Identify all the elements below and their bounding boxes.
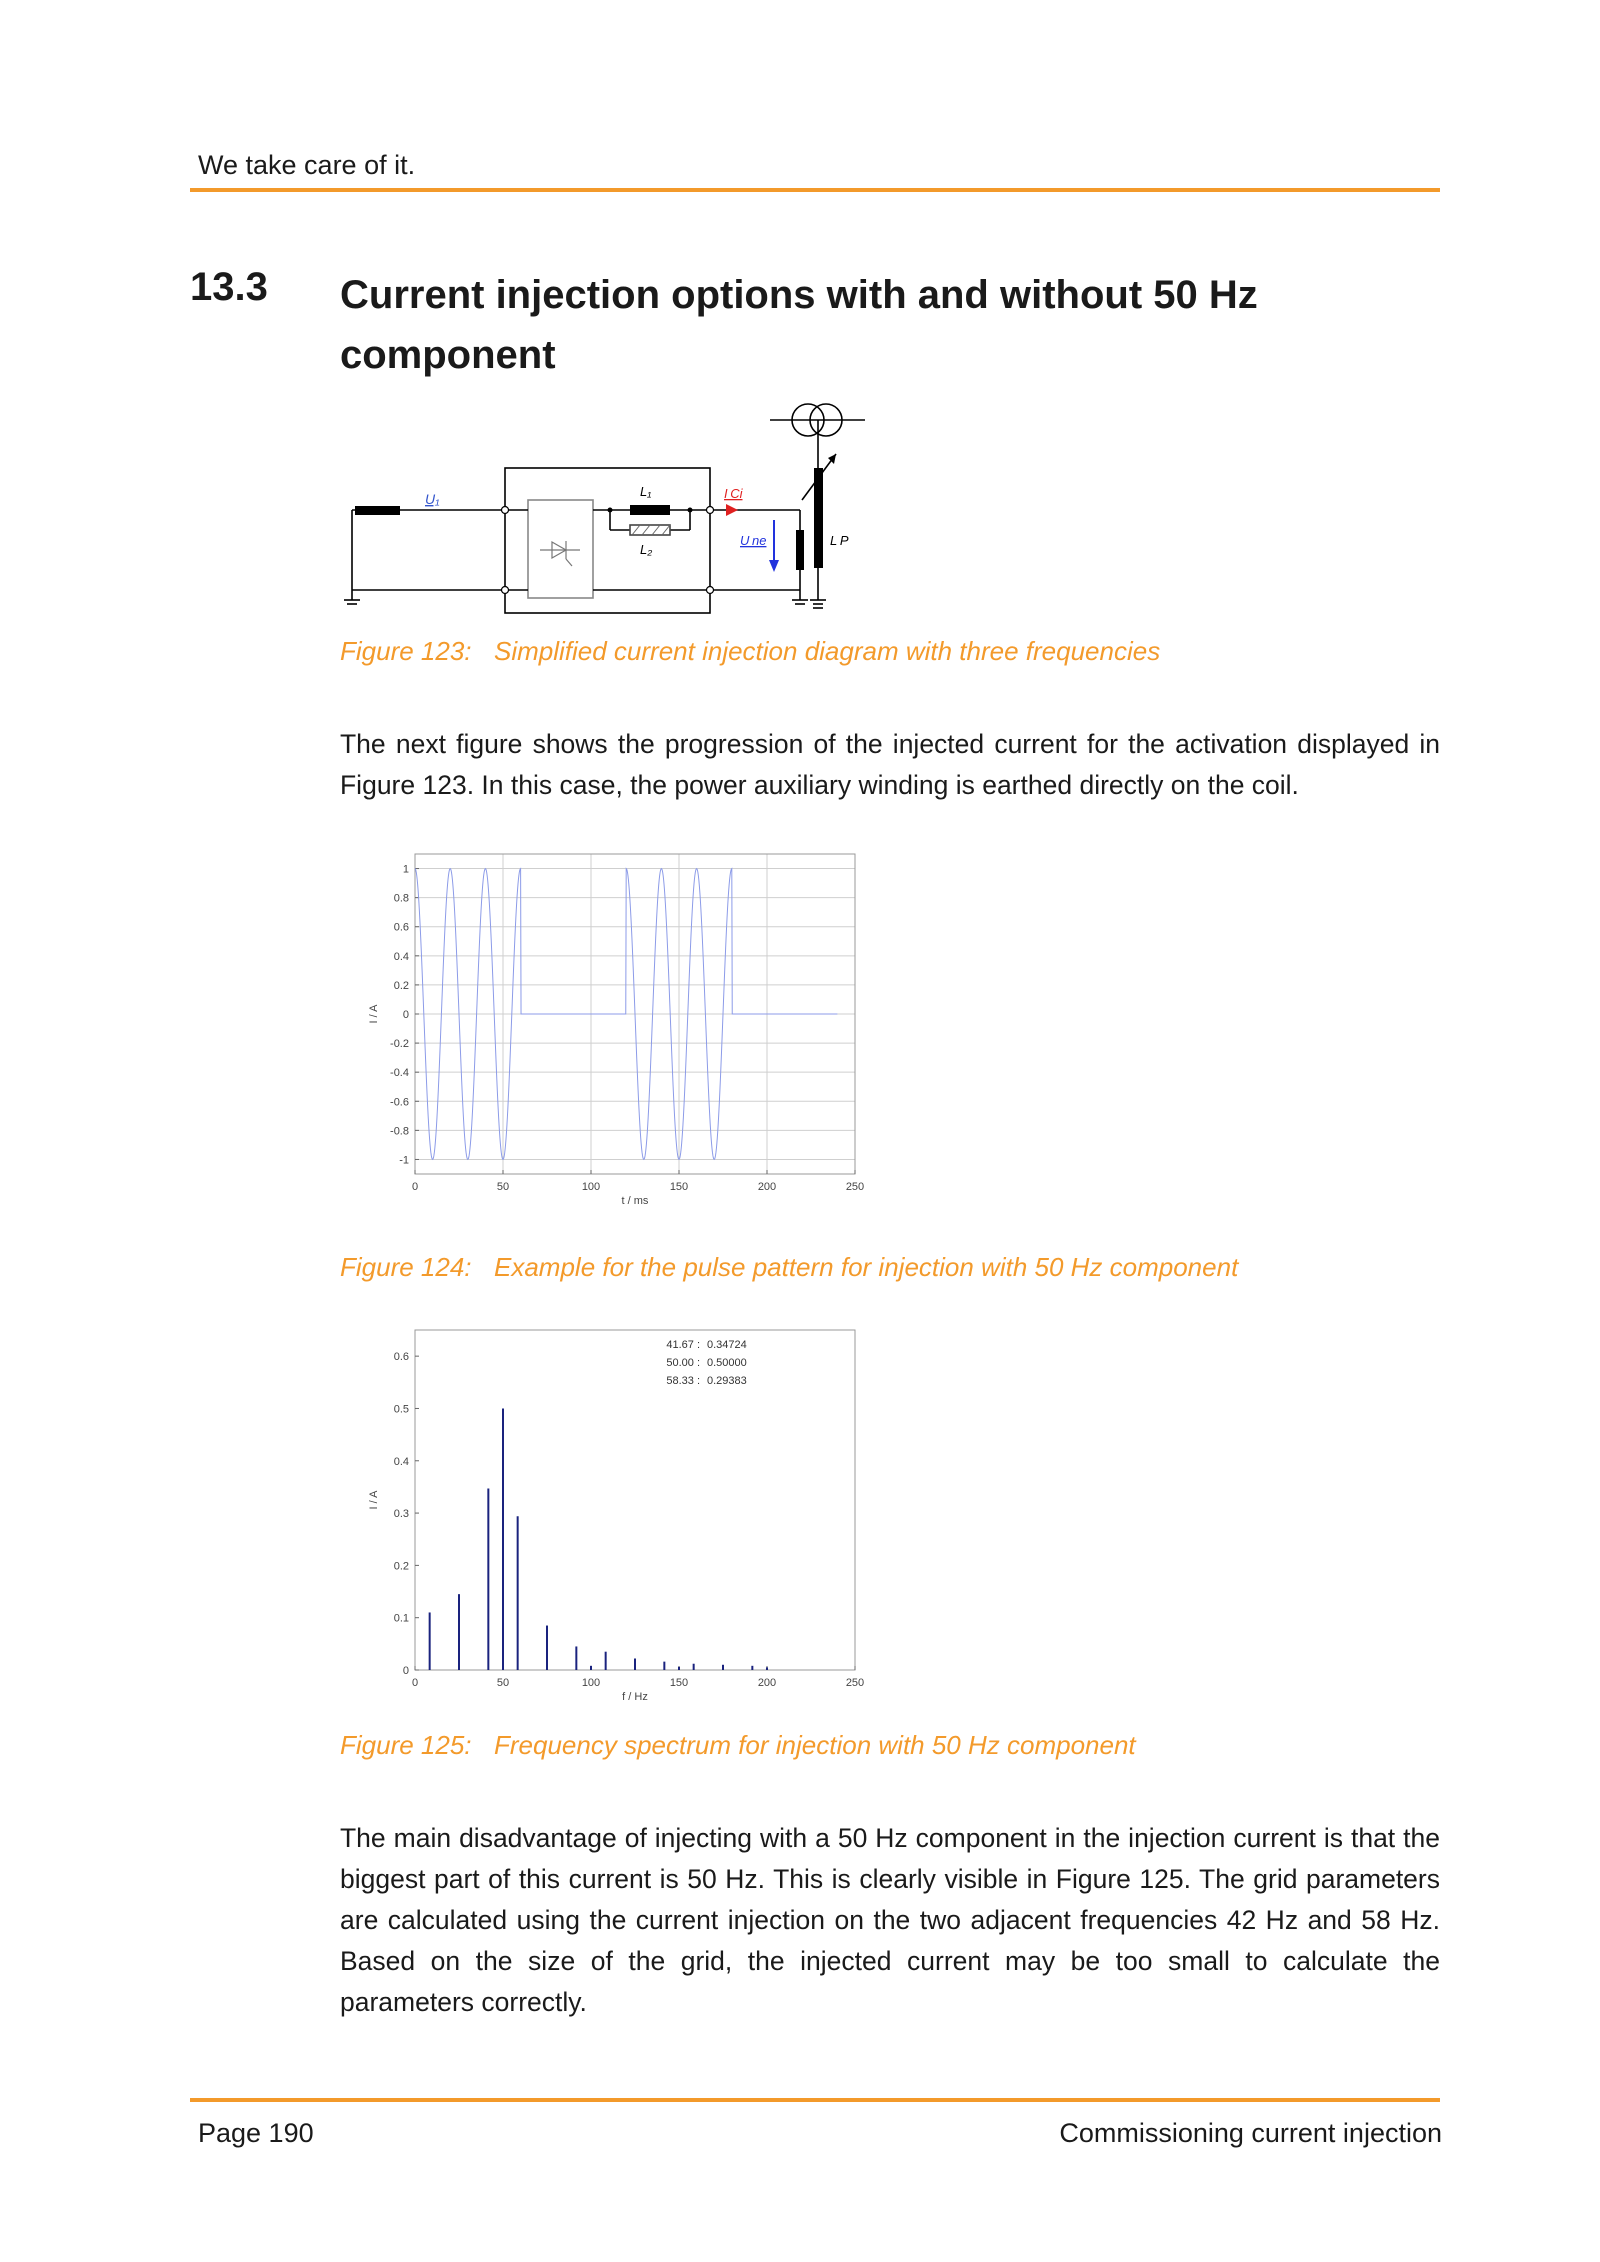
figure-124-caption (340, 1252, 1238, 1283)
annotation-frequency: 41.67 : (666, 1339, 700, 1351)
y-tick-label: 0.4 (393, 1455, 409, 1468)
footer-rule (190, 2098, 1440, 2102)
pulse-pattern-chart (360, 840, 880, 1240)
y-tick-label: 0.2 (393, 1560, 409, 1573)
y-tick-label: -0.8 (390, 1125, 409, 1138)
figure-123-label: Figure 123: (340, 636, 472, 666)
figure-123-caption (340, 636, 1160, 667)
y-tick-label: -0.4 (390, 1067, 409, 1080)
paragraph-1: The next figure shows the progression of the injected current for the activation displayed in Figure 123. In this case, the power auxiliary winding is earthed directly on the coil. (340, 729, 1440, 800)
x-axis-label: t / ms (621, 1195, 649, 1207)
frequency-spectrum-chart (360, 1316, 880, 1726)
section-title: Current injection options with and without 50 Hz component (340, 273, 1258, 377)
header-rule (190, 188, 1440, 192)
y-tick-label: 0.6 (393, 921, 409, 934)
figure-125-text: Frequency spectrum for injection with 50 Hz component (494, 1730, 1136, 1760)
y-tick-label: 0.4 (393, 950, 409, 963)
x-tick-label: 100 (581, 1677, 601, 1689)
x-tick-label: 250 (845, 1181, 865, 1193)
petersen-coil (814, 468, 823, 568)
y-tick-label: -1 (399, 1154, 409, 1167)
paragraph-2: The main disadvantage of injecting with a 50 Hz component in the injection current is that the biggest part of this current is 50 Hz. This is clearly visible in Figure 125. The grid parameters are calculated using the current injection on the two adjacent frequencies 42 Hz and 58 Hz. Based on the size of the grid, the injected current may be too small to calculate the parameters correctly. (340, 1823, 1440, 2017)
running-footer-title: Commissioning current injection (1059, 2118, 1442, 2148)
x-tick-label: 0 (411, 1181, 419, 1193)
figure-123-text: Simplified current injection diagram with three frequencies (494, 636, 1161, 666)
y-tick-label: -0.2 (390, 1038, 409, 1051)
x-tick-label: 50 (496, 1677, 510, 1689)
source-winding (355, 506, 400, 515)
annotation-frequency: 50.00 : (666, 1357, 700, 1369)
y-tick-label: 0.2 (393, 979, 409, 992)
x-tick-label: 250 (845, 1677, 865, 1689)
x-axis-label: f / Hz (622, 1691, 648, 1703)
y-tick-label: 0 (402, 1665, 409, 1677)
l1-inductor (630, 505, 670, 515)
label-lp: L P (830, 533, 849, 548)
y-tick-label: 0.8 (393, 892, 409, 905)
y-tick-label: 0.1 (393, 1612, 409, 1625)
plot-frame (415, 1330, 855, 1670)
y-tick-label: 0.6 (393, 1351, 409, 1364)
figure-125-caption (340, 1730, 1136, 1761)
running-header: We take care of it. (198, 150, 416, 180)
section-number: 13.3 (190, 265, 268, 309)
label-ici: I Ci (724, 486, 743, 501)
x-tick-label: 200 (757, 1181, 777, 1193)
y-tick-label: 0.5 (393, 1403, 409, 1416)
auxiliary-winding (796, 530, 804, 570)
y-tick-label: 0.3 (393, 1508, 409, 1521)
label-u1: U₁ (425, 491, 440, 507)
figure-124-text: Example for the pulse pattern for injection with 50 Hz component (494, 1252, 1239, 1282)
circuit-diagram (340, 390, 900, 620)
label-une: U ne (740, 533, 767, 548)
x-tick-label: 200 (757, 1677, 777, 1689)
figure-124-label: Figure 124: (340, 1252, 472, 1282)
page-number: Page 190 (198, 2118, 314, 2148)
annotation-frequency: 58.33 : (666, 1375, 700, 1387)
y-tick-label: 1 (402, 863, 409, 876)
x-tick-label: 50 (496, 1181, 510, 1193)
x-tick-label: 0 (411, 1677, 419, 1689)
x-tick-label: 150 (669, 1677, 689, 1689)
annotation-value: 0.34724 (707, 1339, 747, 1351)
y-axis-label: I / A (368, 1490, 380, 1510)
x-tick-label: 150 (669, 1181, 689, 1193)
x-tick-label: 100 (581, 1181, 601, 1193)
y-axis-label: I / A (368, 1004, 380, 1024)
label-l2: L₂ (640, 542, 653, 557)
annotation-value: 0.50000 (707, 1357, 747, 1369)
annotation-value: 0.29383 (707, 1375, 747, 1387)
y-tick-label: 0 (402, 1009, 409, 1021)
figure-125-label: Figure 125: (340, 1730, 472, 1760)
label-l1: L₁ (640, 484, 652, 499)
y-tick-label: -0.6 (390, 1096, 409, 1109)
